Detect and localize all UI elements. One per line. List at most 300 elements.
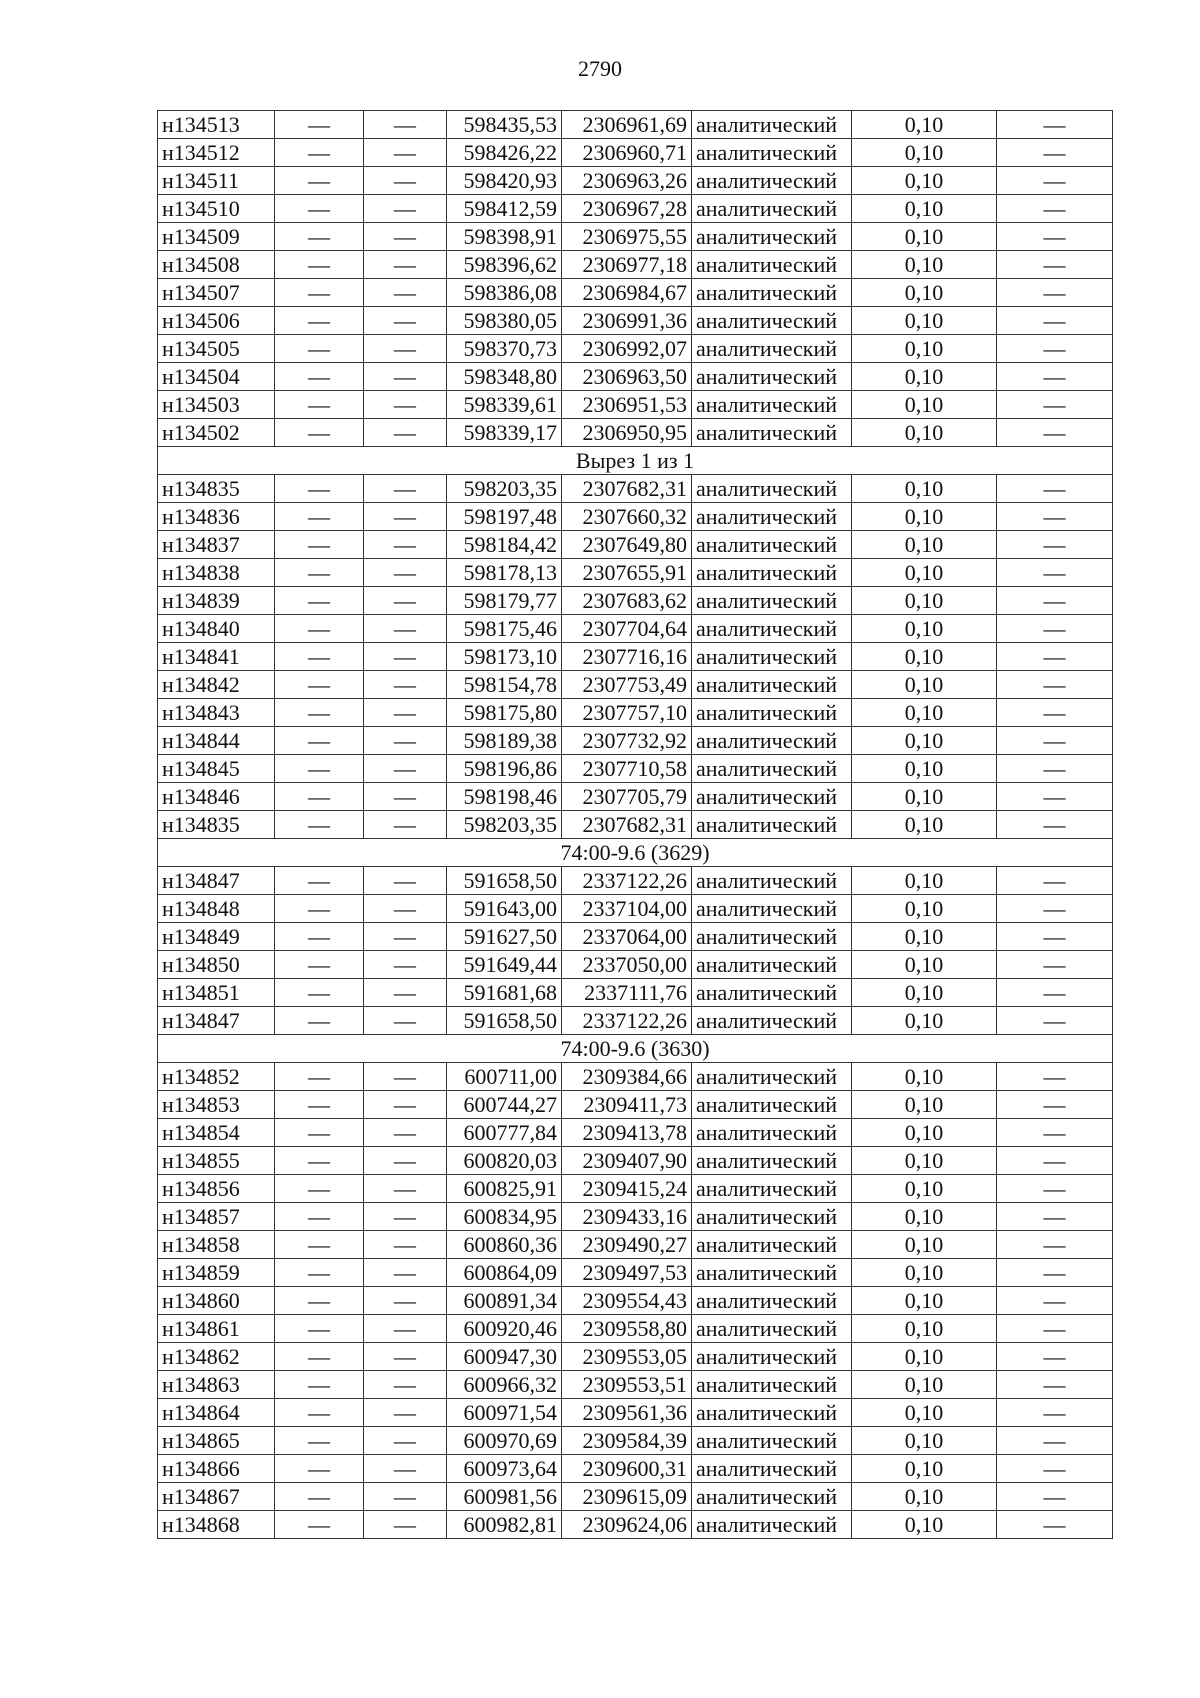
table-row	[158, 755, 1113, 783]
method-cell: аналитический	[692, 1231, 852, 1259]
dash-cell: —	[997, 1119, 1113, 1147]
y-coordinate-cell: 2306963,26	[562, 167, 692, 195]
x-coordinate-cell: 600970,69	[447, 1427, 562, 1455]
y-coordinate-cell: 2309433,16	[562, 1203, 692, 1231]
point-id-cell: н134843	[158, 699, 275, 727]
dash-cell: —	[364, 699, 447, 727]
dash-cell: —	[997, 503, 1113, 531]
table-row	[158, 251, 1113, 279]
accuracy-cell: 0,10	[852, 1371, 997, 1399]
x-coordinate-cell: 598198,46	[447, 783, 562, 811]
dash-cell: —	[275, 783, 364, 811]
method-cell: аналитический	[692, 139, 852, 167]
dash-cell: —	[997, 139, 1113, 167]
dash-cell: —	[364, 1231, 447, 1259]
y-coordinate-cell: 2307757,10	[562, 699, 692, 727]
dash-cell: —	[997, 1343, 1113, 1371]
dash-cell: —	[364, 223, 447, 251]
x-coordinate-cell: 591643,00	[447, 895, 562, 923]
dash-cell: —	[997, 1455, 1113, 1483]
point-id-cell: н134856	[158, 1175, 275, 1203]
y-coordinate-cell: 2306960,71	[562, 139, 692, 167]
y-coordinate-cell: 2307704,64	[562, 615, 692, 643]
table-row	[158, 475, 1113, 503]
dash-cell: —	[275, 1203, 364, 1231]
x-coordinate-cell: 598426,22	[447, 139, 562, 167]
point-id-cell: н134837	[158, 531, 275, 559]
coordinates-table	[157, 110, 1113, 1539]
y-coordinate-cell: 2306991,36	[562, 307, 692, 335]
table-row	[158, 699, 1113, 727]
dash-cell: —	[997, 643, 1113, 671]
dash-cell: —	[997, 167, 1113, 195]
x-coordinate-cell: 598175,80	[447, 699, 562, 727]
method-cell: аналитический	[692, 643, 852, 671]
accuracy-cell: 0,10	[852, 1231, 997, 1259]
x-coordinate-cell: 591658,50	[447, 867, 562, 895]
dash-cell: —	[364, 783, 447, 811]
dash-cell: —	[364, 195, 447, 223]
point-id-cell: н134506	[158, 307, 275, 335]
dash-cell: —	[364, 867, 447, 895]
x-coordinate-cell: 598386,08	[447, 279, 562, 307]
table-row	[158, 1007, 1113, 1035]
x-coordinate-cell: 591649,44	[447, 951, 562, 979]
dash-cell: —	[997, 1203, 1113, 1231]
dash-cell: —	[364, 727, 447, 755]
accuracy-cell: 0,10	[852, 1455, 997, 1483]
accuracy-cell: 0,10	[852, 1203, 997, 1231]
x-coordinate-cell: 598412,59	[447, 195, 562, 223]
dash-cell: —	[364, 1175, 447, 1203]
dash-cell: —	[997, 1091, 1113, 1119]
accuracy-cell: 0,10	[852, 559, 997, 587]
accuracy-cell: 0,10	[852, 1147, 997, 1175]
table-row	[158, 727, 1113, 755]
dash-cell: —	[364, 1455, 447, 1483]
accuracy-cell: 0,10	[852, 1175, 997, 1203]
x-coordinate-cell: 600711,00	[447, 1063, 562, 1091]
point-id-cell: н134842	[158, 671, 275, 699]
dash-cell: —	[364, 1091, 447, 1119]
method-cell: аналитический	[692, 895, 852, 923]
dash-cell: —	[364, 111, 447, 139]
dash-cell: —	[997, 531, 1113, 559]
point-id-cell: н134852	[158, 1063, 275, 1091]
method-cell: аналитический	[692, 503, 852, 531]
dash-cell: —	[275, 335, 364, 363]
dash-cell: —	[997, 307, 1113, 335]
dash-cell: —	[997, 1399, 1113, 1427]
method-cell: аналитический	[692, 251, 852, 279]
accuracy-cell: 0,10	[852, 979, 997, 1007]
accuracy-cell: 0,10	[852, 195, 997, 223]
dash-cell: —	[997, 223, 1113, 251]
point-id-cell: н134868	[158, 1511, 275, 1539]
y-coordinate-cell: 2309624,06	[562, 1511, 692, 1539]
y-coordinate-cell: 2306975,55	[562, 223, 692, 251]
section-header-row	[158, 1035, 1113, 1063]
x-coordinate-cell: 598339,61	[447, 391, 562, 419]
x-coordinate-cell: 600860,36	[447, 1231, 562, 1259]
x-coordinate-cell: 598184,42	[447, 531, 562, 559]
accuracy-cell: 0,10	[852, 139, 997, 167]
dash-cell: —	[275, 1483, 364, 1511]
y-coordinate-cell: 2306951,53	[562, 391, 692, 419]
dash-cell: —	[275, 1147, 364, 1175]
accuracy-cell: 0,10	[852, 307, 997, 335]
dash-cell: —	[275, 1371, 364, 1399]
dash-cell: —	[997, 615, 1113, 643]
dash-cell: —	[997, 251, 1113, 279]
x-coordinate-cell: 598189,38	[447, 727, 562, 755]
dash-cell: —	[364, 951, 447, 979]
y-coordinate-cell: 2306961,69	[562, 111, 692, 139]
table-row	[158, 1483, 1113, 1511]
point-id-cell: н134849	[158, 923, 275, 951]
dash-cell: —	[364, 307, 447, 335]
method-cell: аналитический	[692, 363, 852, 391]
dash-cell: —	[997, 363, 1113, 391]
table-row	[158, 923, 1113, 951]
accuracy-cell: 0,10	[852, 783, 997, 811]
page-number: 2790	[578, 56, 622, 81]
dash-cell: —	[364, 643, 447, 671]
dash-cell: —	[997, 475, 1113, 503]
y-coordinate-cell: 2307660,32	[562, 503, 692, 531]
point-id-cell: н134857	[158, 1203, 275, 1231]
point-id-cell: н134507	[158, 279, 275, 307]
x-coordinate-cell: 591681,68	[447, 979, 562, 1007]
dash-cell: —	[364, 335, 447, 363]
point-id-cell: н134863	[158, 1371, 275, 1399]
y-coordinate-cell: 2309490,27	[562, 1231, 692, 1259]
accuracy-cell: 0,10	[852, 1287, 997, 1315]
dash-cell: —	[364, 587, 447, 615]
dash-cell: —	[275, 1399, 364, 1427]
point-id-cell: н134860	[158, 1287, 275, 1315]
y-coordinate-cell: 2307655,91	[562, 559, 692, 587]
table-row	[158, 811, 1113, 839]
y-coordinate-cell: 2307716,16	[562, 643, 692, 671]
dash-cell: —	[364, 1483, 447, 1511]
dash-cell: —	[997, 1259, 1113, 1287]
x-coordinate-cell: 600947,30	[447, 1343, 562, 1371]
dash-cell: —	[997, 1427, 1113, 1455]
method-cell: аналитический	[692, 951, 852, 979]
x-coordinate-cell: 598179,77	[447, 587, 562, 615]
dash-cell: —	[997, 1231, 1113, 1259]
method-cell: аналитический	[692, 1175, 852, 1203]
dash-cell: —	[364, 1343, 447, 1371]
dash-cell: —	[364, 671, 447, 699]
table-row	[158, 1091, 1113, 1119]
y-coordinate-cell: 2309497,53	[562, 1259, 692, 1287]
y-coordinate-cell: 2337050,00	[562, 951, 692, 979]
table-row	[158, 167, 1113, 195]
table-row	[158, 1147, 1113, 1175]
point-id-cell: н134845	[158, 755, 275, 783]
accuracy-cell: 0,10	[852, 223, 997, 251]
method-cell: аналитический	[692, 699, 852, 727]
accuracy-cell: 0,10	[852, 1091, 997, 1119]
section-header-row	[158, 447, 1113, 475]
y-coordinate-cell: 2307682,31	[562, 475, 692, 503]
table-row	[158, 279, 1113, 307]
table-row	[158, 335, 1113, 363]
dash-cell: —	[275, 811, 364, 839]
x-coordinate-cell: 600982,81	[447, 1511, 562, 1539]
method-cell: аналитический	[692, 111, 852, 139]
y-coordinate-cell: 2337122,26	[562, 1007, 692, 1035]
table-row	[158, 867, 1113, 895]
dash-cell: —	[275, 503, 364, 531]
x-coordinate-cell: 598420,93	[447, 167, 562, 195]
dash-cell: —	[997, 895, 1113, 923]
method-cell: аналитический	[692, 195, 852, 223]
dash-cell: —	[275, 727, 364, 755]
accuracy-cell: 0,10	[852, 1119, 997, 1147]
dash-cell: —	[364, 531, 447, 559]
dash-cell: —	[997, 699, 1113, 727]
dash-cell: —	[364, 419, 447, 447]
y-coordinate-cell: 2306977,18	[562, 251, 692, 279]
accuracy-cell: 0,10	[852, 867, 997, 895]
method-cell: аналитический	[692, 1371, 852, 1399]
dash-cell: —	[364, 811, 447, 839]
x-coordinate-cell: 598203,35	[447, 811, 562, 839]
point-id-cell: н134510	[158, 195, 275, 223]
table-row	[158, 1455, 1113, 1483]
point-id-cell: н134848	[158, 895, 275, 923]
dash-cell: —	[364, 755, 447, 783]
dash-cell: —	[364, 559, 447, 587]
section-header-row	[158, 839, 1113, 867]
dash-cell: —	[275, 587, 364, 615]
dash-cell: —	[275, 1119, 364, 1147]
method-cell: аналитический	[692, 335, 852, 363]
dash-cell: —	[275, 111, 364, 139]
dash-cell: —	[364, 1399, 447, 1427]
dash-cell: —	[275, 1315, 364, 1343]
dash-cell: —	[275, 979, 364, 1007]
point-id-cell: н134847	[158, 1007, 275, 1035]
dash-cell: —	[364, 1007, 447, 1035]
table-row	[158, 979, 1113, 1007]
table-row	[158, 1287, 1113, 1315]
section-title: 74:00-9.6 (3629)	[158, 839, 1113, 867]
dash-cell: —	[275, 559, 364, 587]
method-cell: аналитический	[692, 1287, 852, 1315]
point-id-cell: н134835	[158, 475, 275, 503]
y-coordinate-cell: 2307705,79	[562, 783, 692, 811]
dash-cell: —	[364, 1287, 447, 1315]
accuracy-cell: 0,10	[852, 755, 997, 783]
dash-cell: —	[997, 335, 1113, 363]
dash-cell: —	[364, 475, 447, 503]
method-cell: аналитический	[692, 559, 852, 587]
dash-cell: —	[275, 279, 364, 307]
dash-cell: —	[364, 1147, 447, 1175]
dash-cell: —	[364, 391, 447, 419]
table-row	[158, 1427, 1113, 1455]
y-coordinate-cell: 2309411,73	[562, 1091, 692, 1119]
dash-cell: —	[997, 867, 1113, 895]
section-title: Вырез 1 из 1	[158, 447, 1113, 475]
dash-cell: —	[275, 307, 364, 335]
table-row	[158, 307, 1113, 335]
x-coordinate-cell: 598203,35	[447, 475, 562, 503]
dash-cell: —	[364, 167, 447, 195]
dash-cell: —	[997, 727, 1113, 755]
dash-cell: —	[275, 195, 364, 223]
table-row	[158, 195, 1113, 223]
accuracy-cell: 0,10	[852, 587, 997, 615]
table-row	[158, 1399, 1113, 1427]
dash-cell: —	[997, 559, 1113, 587]
y-coordinate-cell: 2309415,24	[562, 1175, 692, 1203]
method-cell: аналитический	[692, 223, 852, 251]
dash-cell: —	[997, 1287, 1113, 1315]
dash-cell: —	[997, 671, 1113, 699]
dash-cell: —	[364, 1511, 447, 1539]
dash-cell: —	[997, 1315, 1113, 1343]
accuracy-cell: 0,10	[852, 1427, 997, 1455]
method-cell: аналитический	[692, 1259, 852, 1287]
dash-cell: —	[364, 1371, 447, 1399]
accuracy-cell: 0,10	[852, 1483, 997, 1511]
accuracy-cell: 0,10	[852, 699, 997, 727]
dash-cell: —	[997, 1511, 1113, 1539]
method-cell: аналитический	[692, 1007, 852, 1035]
table-row	[158, 1231, 1113, 1259]
dash-cell: —	[997, 1371, 1113, 1399]
dash-cell: —	[364, 139, 447, 167]
x-coordinate-cell: 598435,53	[447, 111, 562, 139]
accuracy-cell: 0,10	[852, 335, 997, 363]
dash-cell: —	[997, 419, 1113, 447]
method-cell: аналитический	[692, 1455, 852, 1483]
y-coordinate-cell: 2337064,00	[562, 923, 692, 951]
y-coordinate-cell: 2309554,43	[562, 1287, 692, 1315]
table-row	[158, 503, 1113, 531]
method-cell: аналитический	[692, 1315, 852, 1343]
table-row	[158, 1343, 1113, 1371]
dash-cell: —	[364, 251, 447, 279]
y-coordinate-cell: 2307683,62	[562, 587, 692, 615]
x-coordinate-cell: 600820,03	[447, 1147, 562, 1175]
point-id-cell: н134862	[158, 1343, 275, 1371]
point-id-cell: н134508	[158, 251, 275, 279]
table-row	[158, 139, 1113, 167]
table-row	[158, 363, 1113, 391]
method-cell: аналитический	[692, 307, 852, 335]
point-id-cell: н134505	[158, 335, 275, 363]
x-coordinate-cell: 600891,34	[447, 1287, 562, 1315]
method-cell: аналитический	[692, 1483, 852, 1511]
y-coordinate-cell: 2309600,31	[562, 1455, 692, 1483]
point-id-cell: н134867	[158, 1483, 275, 1511]
dash-cell: —	[275, 699, 364, 727]
y-coordinate-cell: 2337111,76	[562, 979, 692, 1007]
method-cell: аналитический	[692, 811, 852, 839]
accuracy-cell: 0,10	[852, 167, 997, 195]
dash-cell: —	[997, 279, 1113, 307]
table-row	[158, 559, 1113, 587]
dash-cell: —	[364, 279, 447, 307]
dash-cell: —	[364, 1119, 447, 1147]
accuracy-cell: 0,10	[852, 1063, 997, 1091]
dash-cell: —	[997, 1063, 1113, 1091]
dash-cell: —	[275, 1343, 364, 1371]
accuracy-cell: 0,10	[852, 251, 997, 279]
dash-cell: —	[275, 475, 364, 503]
point-id-cell: н134855	[158, 1147, 275, 1175]
x-coordinate-cell: 591658,50	[447, 1007, 562, 1035]
dash-cell: —	[364, 895, 447, 923]
table-row	[158, 615, 1113, 643]
dash-cell: —	[997, 1147, 1113, 1175]
table-body	[158, 111, 1113, 1539]
accuracy-cell: 0,10	[852, 1259, 997, 1287]
dash-cell: —	[275, 1231, 364, 1259]
y-coordinate-cell: 2307732,92	[562, 727, 692, 755]
table-row	[158, 223, 1113, 251]
point-id-cell: н134835	[158, 811, 275, 839]
table-row	[158, 1259, 1113, 1287]
x-coordinate-cell: 598154,78	[447, 671, 562, 699]
y-coordinate-cell: 2309413,78	[562, 1119, 692, 1147]
dash-cell: —	[997, 587, 1113, 615]
x-coordinate-cell: 598175,46	[447, 615, 562, 643]
y-coordinate-cell: 2306950,95	[562, 419, 692, 447]
accuracy-cell: 0,10	[852, 363, 997, 391]
table-row	[158, 1203, 1113, 1231]
table-row	[158, 783, 1113, 811]
dash-cell: —	[275, 615, 364, 643]
point-id-cell: н134847	[158, 867, 275, 895]
x-coordinate-cell: 600973,64	[447, 1455, 562, 1483]
x-coordinate-cell: 600825,91	[447, 1175, 562, 1203]
method-cell: аналитический	[692, 979, 852, 1007]
method-cell: аналитический	[692, 1427, 852, 1455]
x-coordinate-cell: 600971,54	[447, 1399, 562, 1427]
x-coordinate-cell: 600966,32	[447, 1371, 562, 1399]
accuracy-cell: 0,10	[852, 391, 997, 419]
table-row	[158, 391, 1113, 419]
x-coordinate-cell: 600981,56	[447, 1483, 562, 1511]
accuracy-cell: 0,10	[852, 671, 997, 699]
point-id-cell: н134865	[158, 1427, 275, 1455]
dash-cell: —	[997, 1175, 1113, 1203]
dash-cell: —	[275, 671, 364, 699]
y-coordinate-cell: 2309407,90	[562, 1147, 692, 1175]
table-row	[158, 895, 1113, 923]
dash-cell: —	[275, 1259, 364, 1287]
point-id-cell: н134839	[158, 587, 275, 615]
dash-cell: —	[275, 1091, 364, 1119]
dash-cell: —	[997, 1007, 1113, 1035]
point-id-cell: н134861	[158, 1315, 275, 1343]
accuracy-cell: 0,10	[852, 1315, 997, 1343]
x-coordinate-cell: 598197,48	[447, 503, 562, 531]
dash-cell: —	[275, 139, 364, 167]
accuracy-cell: 0,10	[852, 615, 997, 643]
method-cell: аналитический	[692, 1399, 852, 1427]
accuracy-cell: 0,10	[852, 503, 997, 531]
method-cell: аналитический	[692, 615, 852, 643]
dash-cell: —	[364, 1063, 447, 1091]
